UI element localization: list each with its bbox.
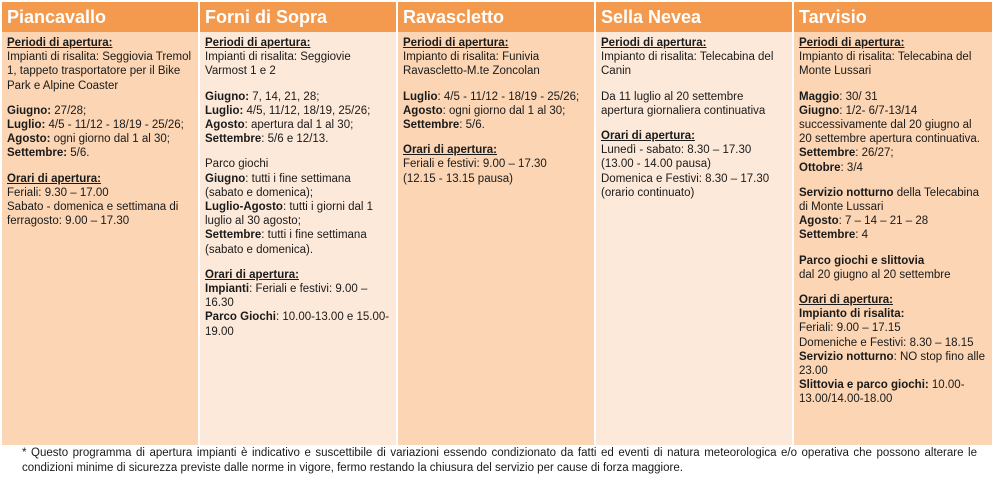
info-block — [7, 36, 193, 93]
line-text: 4/5, 11/12, 18/19, 25/26; — [243, 104, 371, 117]
line-text: Feriali: 9.30 – 17.00 — [7, 186, 109, 199]
cell-sella-nevea — [595, 32, 793, 445]
info-line — [205, 104, 391, 118]
block-heading: Periodi di apertura: — [205, 37, 311, 49]
line-label: Luglio-Agosto — [205, 201, 283, 214]
line-label: Agosto: — [7, 133, 51, 146]
line-label: Impianto di risalita: — [799, 308, 905, 321]
info-line — [799, 214, 987, 228]
info-line — [601, 172, 787, 186]
line-text: Impianto di risalita: Funivia Ravascletto-M.te Zoncolan — [403, 51, 540, 78]
line-text: : 5/6. — [459, 119, 485, 132]
line-text: Impianti di risalita: Seggiovie Varmost 1 e 2 — [205, 51, 351, 78]
line-label: Impianti — [205, 283, 250, 296]
info-block — [205, 90, 391, 147]
line-label: Agosto — [205, 119, 245, 132]
info-line — [205, 90, 391, 104]
line-label: Agosto — [799, 215, 839, 228]
line-label: Settembre — [799, 229, 856, 242]
line-text: Sabato - domenica e settimana di ferragosto: 9.00 – 17.30 — [7, 201, 179, 228]
line-text: : 7 – 14 – 21 – 28 — [838, 215, 929, 228]
info-block — [7, 104, 193, 161]
block-heading: Orari di apertura: — [799, 294, 893, 307]
cell-piancavallo — [2, 32, 199, 445]
column-header-ravascletto: Ravascletto — [397, 2, 595, 32]
block-heading: Periodi di apertura: — [601, 37, 707, 49]
line-label: Parco giochi e slittovia — [799, 254, 925, 267]
line-text: : 26/27; — [855, 147, 894, 160]
cell-forni-di-sopra — [199, 32, 397, 445]
info-line — [205, 310, 391, 338]
line-text: : Feriali e festivi: 9.00 – 16.30 — [205, 283, 368, 310]
info-line — [799, 307, 987, 321]
info-line — [403, 104, 589, 118]
info-line — [601, 50, 787, 78]
info-block — [7, 172, 193, 229]
line-text: 5/6. — [67, 147, 90, 160]
info-block — [799, 293, 987, 407]
info-line — [601, 157, 787, 171]
line-text: Feriali e festivi: 9.00 – 17.30 — [403, 158, 547, 171]
line-label: Settembre — [205, 133, 262, 146]
line-label: Luglio — [403, 90, 438, 103]
info-line — [799, 321, 987, 335]
info-line — [7, 146, 193, 160]
line-text: : 5/6 e 12/13. — [261, 133, 329, 146]
schedule-table — [2, 2, 994, 445]
line-text: : 4/5 - 11/12 - 18/19 - 25/26; — [437, 90, 580, 103]
info-block — [205, 36, 391, 79]
info-line — [403, 118, 589, 132]
block-heading: Periodi di apertura: — [7, 37, 113, 49]
info-line — [799, 104, 987, 147]
info-line — [205, 282, 391, 310]
line-text: 27/28; — [51, 104, 87, 117]
line-text: : tutti i giorni dal 1 luglio al 30 agosto; — [205, 201, 374, 228]
line-label: Slittovia e parco giochi: — [799, 379, 929, 392]
info-line — [799, 50, 987, 78]
info-line — [799, 254, 987, 268]
info-line — [205, 50, 391, 78]
line-text: 7, 14, 21, 28; — [249, 90, 320, 103]
line-text: Domenica e Festivi: 8.30 – 17.30 — [601, 172, 770, 185]
info-line — [205, 118, 391, 132]
info-line — [205, 157, 391, 171]
line-text: dal 20 giugno al 20 settembre — [799, 268, 951, 281]
content-row — [2, 32, 993, 445]
info-line — [403, 157, 589, 171]
line-text: 10.00-13.00/14.00-18.00 — [799, 379, 965, 406]
header-row — [2, 2, 993, 32]
info-block — [403, 143, 589, 186]
line-text: : tutti i fine settimana (sabato e domenica); — [205, 172, 351, 199]
info-block — [601, 36, 787, 79]
line-label: Parco Giochi — [205, 311, 276, 324]
info-line — [403, 50, 589, 78]
line-label: Servizio notturno — [799, 186, 894, 199]
info-line — [799, 378, 987, 406]
line-text: Impianto di risalita: Telecabina del Canin — [601, 51, 774, 78]
info-block — [601, 90, 787, 118]
line-label: Settembre — [205, 229, 262, 242]
info-line — [205, 200, 391, 228]
info-line — [7, 118, 193, 132]
line-text: : NO stop fino alle 23.00 — [799, 350, 985, 378]
info-block — [799, 254, 987, 282]
line-text: : ogni giorno dal 1 al 30; — [442, 104, 566, 117]
info-line — [799, 268, 987, 282]
line-label: Ottobre — [799, 161, 841, 174]
info-block — [799, 186, 987, 243]
line-text: 4/5 - 11/12 - 18/19 - 25/26; — [45, 119, 184, 132]
info-line — [601, 186, 787, 200]
info-line — [205, 228, 391, 256]
info-line — [799, 146, 987, 160]
info-line — [403, 172, 589, 186]
line-text: Domeniche e Festivi: 8.30 – 18.15 — [799, 336, 974, 349]
info-line — [7, 200, 193, 228]
line-text: Impianti di risalita: Seggiovia Tremol 1, tappeto trasportatore per il Bike Park e Alpine Coaster — [7, 51, 192, 92]
info-line — [205, 132, 391, 146]
info-line — [799, 336, 987, 350]
column-header-piancavallo: Piancavallo — [2, 2, 199, 32]
cell-tarvisio — [793, 32, 993, 445]
line-label: Maggio — [799, 90, 840, 103]
line-text: : 30/ 31 — [839, 90, 878, 103]
line-label: Giugno — [205, 172, 246, 185]
line-text: Impianto di risalita: Telecabina del Monte Lussari — [799, 51, 972, 78]
cell-ravascletto — [397, 32, 595, 445]
line-text: (13.00 - 14.00 pausa) — [601, 158, 711, 171]
line-text: : 3/4 — [840, 161, 863, 174]
line-text: (orario continuato) — [601, 186, 695, 199]
footnote: * Questo programma di apertura impianti è indicativo e suscettibile di variazioni essendo condizionato da fatti ed eventi di natura meteorologica e/o operativa che possono alterare le condizioni minime di sicurezza previste dalle norme in vigore, fermo restando la chiusura del servizio per cause di forza maggiore. — [22, 447, 977, 474]
line-label: Agosto — [403, 104, 443, 117]
line-label: Settembre — [403, 119, 460, 132]
block-heading: Orari di apertura: — [601, 130, 695, 143]
info-line — [7, 132, 193, 146]
info-block — [799, 90, 987, 175]
info-line — [7, 186, 193, 200]
info-line — [799, 90, 987, 104]
line-text: Lunedì - sabato: 8.30 – 17.30 — [601, 144, 752, 157]
line-text: : 4 — [855, 229, 869, 242]
column-header-sella-nevea: Sella Nevea — [595, 2, 793, 32]
line-label: Settembre: — [7, 147, 68, 160]
line-label: Servizio notturno — [799, 350, 894, 363]
line-text: : 10.00-13.00 e 15.00-19.00 — [205, 311, 390, 338]
info-block — [601, 129, 787, 200]
line-text: : apertura dal 1 al 30; — [244, 119, 354, 132]
info-line — [7, 104, 193, 118]
info-line — [799, 228, 987, 242]
line-label: Luglio: — [7, 119, 46, 132]
line-label: Giugno: — [7, 104, 52, 117]
info-line — [799, 186, 987, 214]
info-block — [403, 36, 589, 79]
info-block — [205, 157, 391, 256]
line-text: Feriali: 9.00 – 17.15 — [799, 322, 901, 335]
column-header-tarvisio: Tarvisio — [793, 2, 993, 32]
info-block — [205, 268, 391, 339]
block-heading: Orari di apertura: — [7, 172, 101, 185]
column-header-forni-di-sopra: Forni di Sopra — [199, 2, 397, 32]
info-line — [799, 161, 987, 175]
line-text: Da 11 luglio al 20 settembre apertura giornaliera continuativa — [601, 90, 766, 117]
info-line — [403, 90, 589, 104]
info-block — [799, 36, 987, 79]
block-heading: Periodi di apertura: — [403, 37, 509, 49]
line-text: : 1/2- 6/7-13/14 successivamente dal 20 giugno al 20 settembre apertura continuativa. — [799, 104, 980, 146]
info-line — [799, 350, 987, 378]
line-text: della Telecabina di Monte Lussari — [799, 186, 980, 214]
line-text: (12.15 - 13.15 pausa) — [403, 172, 513, 185]
info-block — [403, 90, 589, 133]
line-label: Giugno: — [205, 90, 250, 103]
line-text: Parco giochi — [205, 158, 269, 171]
block-heading: Orari di apertura: — [403, 144, 497, 157]
line-text: ogni giorno dal 1 al 30; — [50, 133, 170, 146]
line-label: Giugno — [799, 104, 840, 117]
line-label: Settembre — [799, 147, 856, 160]
info-line — [601, 143, 787, 157]
line-text: : tutti i fine settimana (sabato e domenica). — [205, 229, 367, 256]
line-label: Luglio: — [205, 104, 244, 117]
info-line — [601, 90, 787, 118]
info-line — [7, 50, 193, 93]
info-line — [205, 172, 391, 200]
block-heading: Periodi di apertura: — [799, 37, 905, 49]
block-heading: Orari di apertura: — [205, 268, 299, 281]
